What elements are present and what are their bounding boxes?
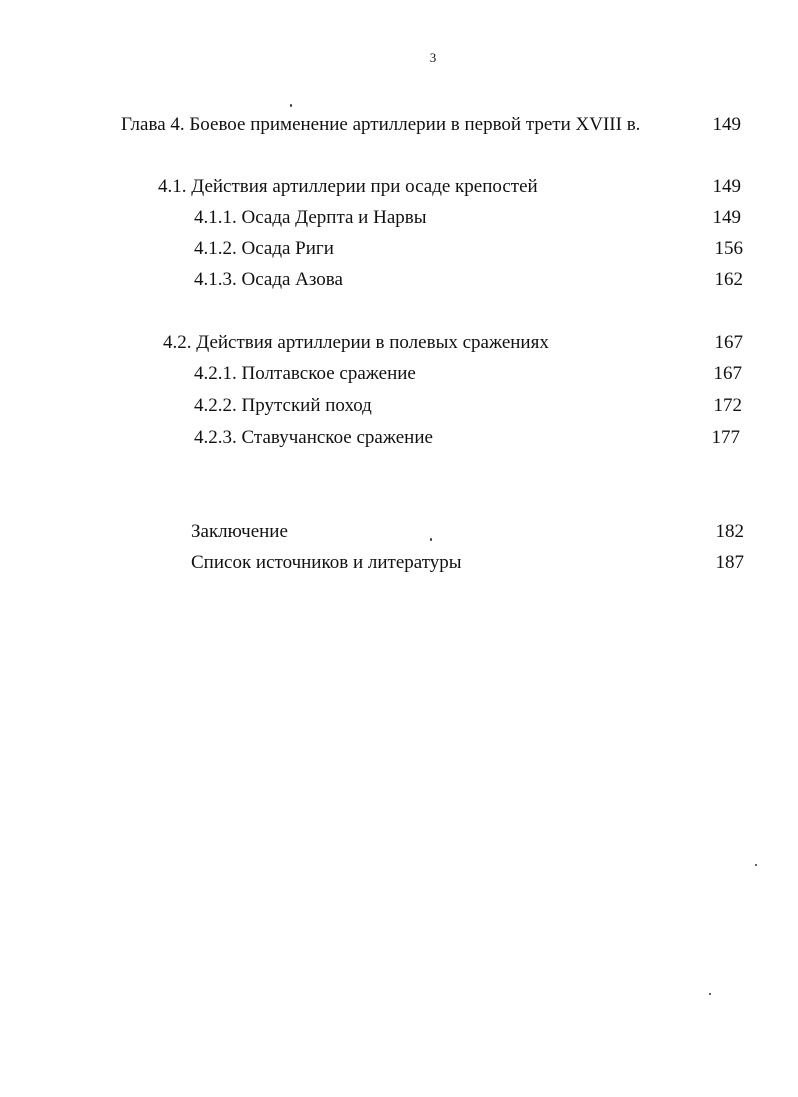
toc-item-page: 162: [714, 269, 743, 290]
toc-item-4-1-3: [194, 268, 743, 292]
toc-item-page: 149: [712, 207, 741, 228]
toc-section-page: 167: [714, 332, 743, 353]
scan-speck: [709, 993, 711, 995]
scan-speck: [430, 538, 432, 541]
toc-item-title: 4.2.2. Прутский поход: [194, 395, 372, 416]
toc-sources: [191, 551, 744, 575]
toc-section-title: 4.2. Действия артиллерии в полевых сражениях: [163, 332, 549, 353]
toc-item-title: 4.2.1. Полтавское сражение: [194, 363, 416, 384]
toc-sources-page: 187: [715, 552, 744, 573]
toc-sources-title: Список источников и литературы: [191, 552, 462, 573]
toc-chapter-4: [121, 113, 741, 137]
toc-conclusion-page: 182: [715, 521, 744, 542]
toc-chapter-page: 149: [712, 114, 741, 135]
toc-item-title: 4.1.2. Осада Риги: [194, 238, 334, 259]
toc-conclusion: [191, 520, 744, 544]
page-number: 3: [429, 50, 437, 65]
scan-speck: [290, 104, 292, 107]
toc-item-page: 177: [711, 427, 740, 448]
toc-conclusion-title: Заключение: [191, 521, 288, 542]
toc-item-title: 4.1.3. Осада Азова: [194, 269, 343, 290]
toc-item-page: 167: [713, 363, 742, 384]
toc-section-title: 4.1. Действия артиллерии при осаде крепостей: [158, 176, 538, 197]
toc-item-4-1-1: [194, 206, 741, 230]
toc-item-title: 4.1.1. Осада Дерпта и Нарвы: [194, 207, 427, 228]
toc-item-4-2-1: [194, 362, 742, 386]
toc-item-title: 4.2.3. Ставучанское сражение: [194, 427, 433, 448]
toc-item-page: 172: [713, 395, 742, 416]
toc-item-4-2-3: [194, 426, 740, 450]
toc-item-4-2-2: [194, 394, 742, 418]
toc-section-4-2: [163, 331, 743, 355]
toc-section-page: 149: [712, 176, 741, 197]
toc-item-4-1-2: [194, 237, 743, 261]
toc-chapter-title: Глава 4. Боевое применение артиллерии в первой трети XVIII в.: [121, 114, 641, 135]
toc-section-4-1: [158, 175, 741, 199]
toc-item-page: 156: [714, 238, 743, 259]
scan-speck: [755, 864, 757, 866]
